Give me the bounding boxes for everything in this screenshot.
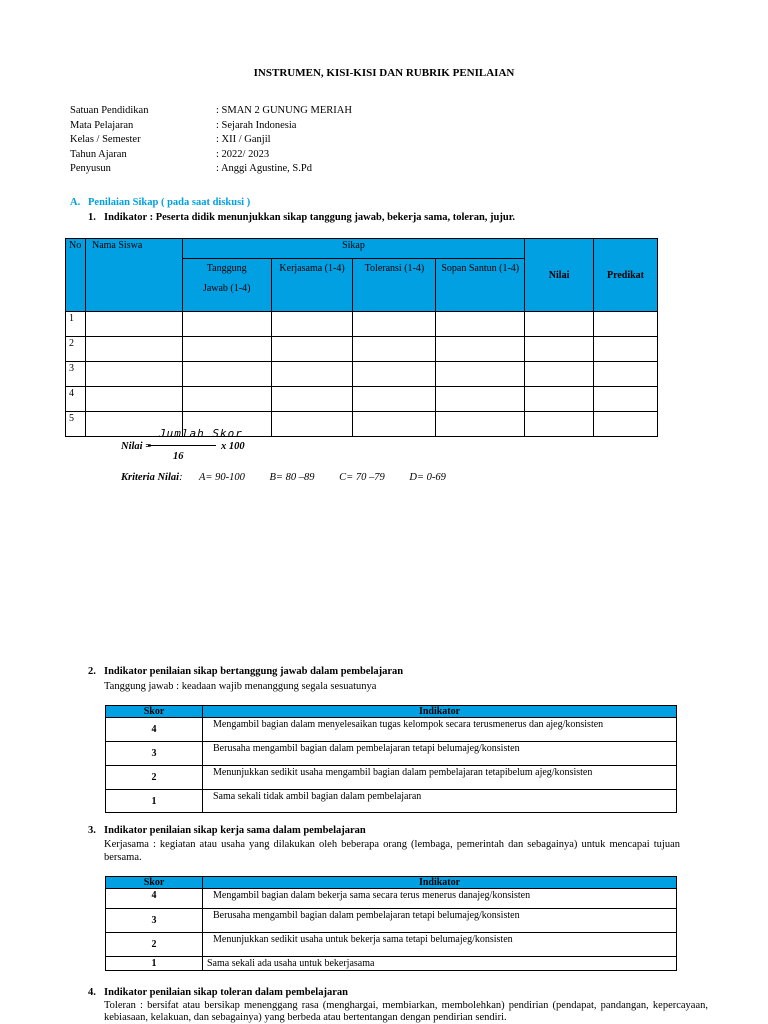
row-number: 5 [66, 412, 86, 437]
table-row [66, 312, 658, 337]
col-sikap-label: Sikap [342, 240, 365, 251]
section-2-description: Tanggung jawab : keadaan wajib menanggung segala sesuatunya [104, 681, 377, 692]
kriteria-b: B= 80 –89 [269, 472, 315, 483]
section-4-description: Toleran : bersifat atau bersikap menenggang rasa (menghargai, membiarkan, membolehkan) pendirian (pendapat, pandangan, kepercayaan, kebiasaan, kelakuan, dan sebagainya) yang berbeda atau bertentangan dengan pendirian sendiri. [104, 1000, 708, 1023]
cell[interactable] [353, 362, 436, 387]
section-3-heading [88, 825, 366, 836]
section-a-label: A. [70, 197, 81, 208]
row-number: 3 [66, 362, 86, 387]
indikator-cell: Berusaha mengambil bagian dalam pembelajaran tetapi belumajeg/konsisten [203, 909, 677, 933]
skor-cell: 1 [106, 790, 203, 813]
cell[interactable] [182, 337, 271, 362]
header-indikator: Indikator [203, 706, 677, 718]
cell[interactable] [525, 312, 594, 337]
responsibility-rubric-table [105, 705, 677, 813]
cell[interactable] [353, 312, 436, 337]
cell[interactable] [353, 387, 436, 412]
cell[interactable] [271, 362, 353, 387]
cell[interactable] [525, 337, 594, 362]
section-4-number: 4. [88, 987, 96, 998]
skor-cell: 4 [106, 889, 203, 909]
score-formula [121, 427, 321, 467]
table-row [106, 742, 677, 766]
skor-cell: 3 [106, 742, 203, 766]
section-a-heading [70, 197, 250, 208]
cell[interactable] [353, 337, 436, 362]
meta-key: Kelas / Semester [70, 134, 141, 146]
cell[interactable] [85, 387, 182, 412]
col-nilai-label: Nilai [548, 269, 570, 281]
cell[interactable] [525, 362, 594, 387]
cell[interactable] [436, 362, 525, 387]
indicator-1 [88, 212, 515, 223]
meta-key: Satuan Pendidikan [70, 105, 149, 116]
cell[interactable] [271, 387, 353, 412]
table-row [106, 718, 677, 742]
cell[interactable] [594, 362, 658, 387]
col-predikat-label: Predikat [606, 269, 645, 281]
cell[interactable] [85, 337, 182, 362]
section-2-title: Indikator penilaian sikap bertanggung jawab dalam pembelajaran [104, 666, 404, 677]
cell[interactable] [182, 362, 271, 387]
kriteria-a: A= 90-100 [199, 472, 245, 483]
col-predikat [594, 239, 658, 312]
indikator-cell: Sama sekali tidak ambil bagian dalam pembelajaran [203, 790, 677, 813]
table-row [106, 790, 677, 813]
meta-value: : Sejarah Indonesia [216, 119, 297, 131]
col-tanggung-jawab [182, 259, 271, 312]
table-row [66, 362, 658, 387]
indicator-1-text: Indikator : Peserta didik menunjukkan sikap tanggung jawab, bekerja sama, toleran, jujur. [104, 212, 516, 223]
cell[interactable] [271, 312, 353, 337]
col-tanggung-label-2: Jawab (1-4) [202, 283, 251, 294]
row-number: 4 [66, 387, 86, 412]
meta-value: : 2022/ 2023 [216, 148, 270, 160]
cooperation-rubric-table [105, 876, 677, 971]
cell[interactable] [594, 312, 658, 337]
meta-key: Mata Pelajaran [70, 119, 134, 131]
section-3-title: Indikator penilaian sikap kerja sama dalam pembelajaran [104, 825, 366, 836]
formula-numerator: Jumlah Skor [159, 427, 243, 440]
col-kerjasama-label: Kerjasama (1-4) [279, 263, 345, 274]
cell[interactable] [353, 412, 436, 437]
section-a-title: Penilaian Sikap ( pada saat diskusi ) [88, 197, 251, 208]
meta-value: : Anggi Agustine, S.Pd [216, 163, 312, 175]
header-skor: Skor [106, 706, 203, 718]
meta-key: Penyusun [70, 163, 111, 175]
col-nama-label: Nama Siswa [91, 240, 143, 251]
col-no-label: No [69, 240, 82, 251]
cell[interactable] [436, 337, 525, 362]
kriteria-c: C= 70 –79 [339, 472, 385, 483]
section-3-number: 3. [88, 825, 96, 836]
kriteria-d: D= 0-69 [409, 472, 446, 483]
indikator-cell: Menunjukkan sedikit usaha mengambil bagian dalam pembelajaran tetapibelum ajeg/konsisten [203, 766, 677, 790]
col-no [66, 239, 86, 312]
formula-denominator: 16 [173, 451, 184, 462]
skor-cell: 2 [106, 933, 203, 957]
row-number: 2 [66, 337, 86, 362]
cell[interactable] [271, 337, 353, 362]
formula-label: Nilai = [121, 441, 152, 452]
section-2-heading [88, 666, 403, 677]
section-4-heading [88, 987, 348, 998]
skor-cell: 4 [106, 718, 203, 742]
kriteria-label: Kriteria Nilai [121, 472, 180, 483]
fraction-line [148, 445, 216, 446]
section-3-description: Kerjasama : kegiatan atau usaha yang dilakukan oleh beberapa orang (lembaga, pemerintah dan sebagainya) untuk mencapai tujuan bersama. [104, 839, 680, 863]
col-sikap [182, 239, 524, 259]
cell[interactable] [594, 337, 658, 362]
indikator-cell: Mengambil bagian dalam menyelesaikan tugas kelompok secara terusmenerus dan ajeg/konsisten [203, 718, 677, 742]
cell[interactable] [525, 387, 594, 412]
col-toleransi-label: Toleransi (1-4) [364, 263, 425, 274]
skor-cell: 1 [106, 957, 203, 971]
header-indikator: Indikator [203, 877, 677, 889]
cell[interactable] [85, 362, 182, 387]
indikator-cell: Berusaha mengambil bagian dalam pembelajaran tetapi belumajeg/konsisten [203, 742, 677, 766]
cell[interactable] [525, 412, 594, 437]
meta-key: Tahun Ajaran [70, 148, 127, 160]
row-number: 1 [66, 312, 86, 337]
cell[interactable] [436, 387, 525, 412]
col-toleransi [353, 259, 436, 312]
meta-value: : XII / Ganjil [216, 134, 271, 146]
table-row [66, 387, 658, 412]
section-2-number: 2. [88, 666, 96, 677]
table-row [106, 889, 677, 909]
col-tanggung-label-1: Tanggung [206, 263, 247, 274]
cell[interactable] [182, 387, 271, 412]
col-sopan-santun [436, 259, 525, 312]
table-row [106, 909, 677, 933]
table-row [106, 957, 677, 971]
col-sopan-label: Sopan Santun (1-4) [441, 263, 520, 274]
section-4-title: Indikator penilaian sikap toleran dalam pembelajaran [104, 987, 348, 998]
document-title: INSTRUMEN, KISI-KISI DAN RUBRIK PENILAIAN [253, 67, 515, 79]
col-nama [85, 239, 182, 312]
meta-value: : SMAN 2 GUNUNG MERIAH [216, 105, 352, 116]
cell[interactable] [182, 312, 271, 337]
cell[interactable] [436, 312, 525, 337]
grading-criteria: Kriteria Nilai: A= 90-100 B= 80 –89 C= 70 –79 D= 0-69 [121, 472, 446, 483]
col-nilai [525, 239, 594, 312]
cell[interactable] [85, 312, 182, 337]
cell[interactable] [436, 412, 525, 437]
indikator-cell: Mengambil bagian dalam bekerja sama secara terus menerus danajeg/konsisten [203, 889, 677, 909]
attitude-table [65, 238, 658, 437]
table-row [66, 337, 658, 362]
table-row [106, 933, 677, 957]
meta-block [70, 104, 370, 179]
formula-multiplier: x 100 [221, 441, 245, 452]
cell[interactable] [594, 387, 658, 412]
indikator-cell: Menunjukkan sedikit usaha untuk bekerja sama tetapi belumajeg/konsisten [203, 933, 677, 957]
indicator-1-number: 1. [88, 212, 96, 223]
table-row [106, 766, 677, 790]
skor-cell: 3 [106, 909, 203, 933]
indikator-cell: Sama sekali ada usaha untuk bekerjasama [203, 957, 677, 971]
header-skor: Skor [106, 877, 203, 889]
col-kerjasama [271, 259, 353, 312]
skor-cell: 2 [106, 766, 203, 790]
cell[interactable] [594, 412, 658, 437]
